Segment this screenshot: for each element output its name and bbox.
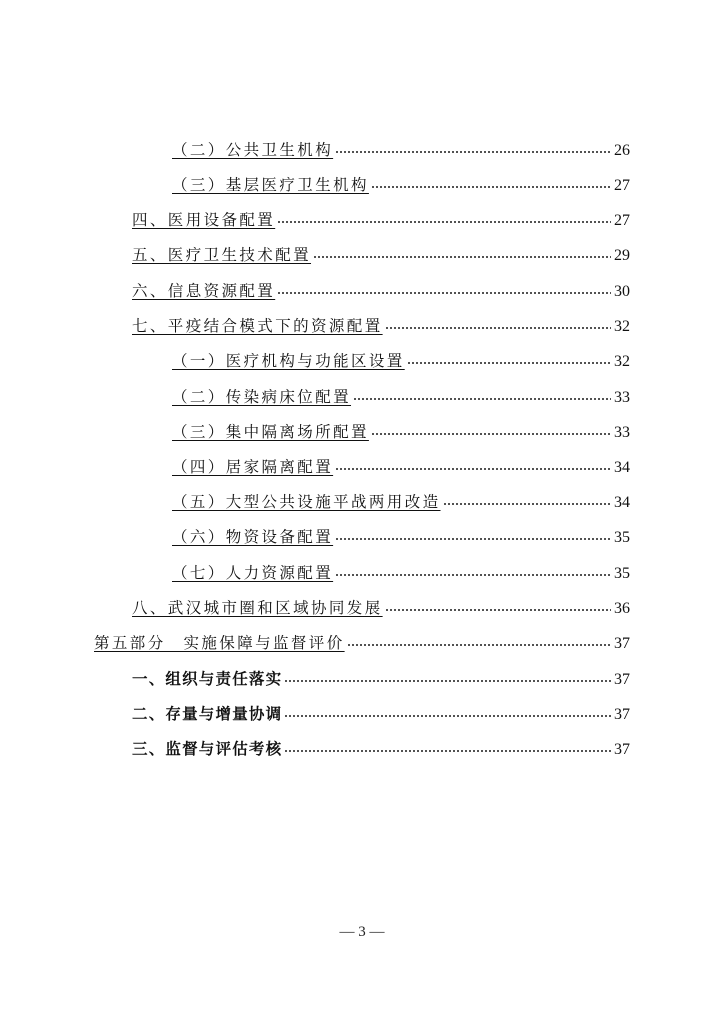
dot-leader: [335, 563, 611, 579]
toc-entry-title: 八、武汉城市圈和区域协同发展: [132, 599, 383, 617]
toc-entry-page: 35: [614, 529, 630, 546]
toc-entry-page: 34: [614, 494, 630, 511]
dot-leader: [385, 598, 611, 614]
toc-entry[interactable]: [172, 525, 630, 551]
toc-entry[interactable]: [172, 490, 630, 516]
dot-leader: [284, 669, 611, 685]
toc-entry-page: 37: [614, 741, 630, 758]
toc-entry[interactable]: [172, 561, 630, 587]
toc-entry-title: 三、监督与评估考核: [132, 740, 283, 758]
toc-entry-page: 30: [614, 283, 630, 300]
toc-entry-title: 五、医疗卫生技术配置: [132, 246, 312, 264]
toc-entry[interactable]: [172, 420, 630, 446]
dot-leader: [353, 387, 611, 403]
toc-entry-title: （四）居家隔离配置: [172, 458, 334, 476]
dot-leader: [284, 739, 611, 755]
toc-entry-page: 35: [614, 565, 630, 582]
toc-entry[interactable]: [132, 667, 630, 693]
toc-entry-page: 33: [614, 424, 630, 441]
toc-entry[interactable]: [172, 173, 630, 199]
toc-entry-title: （六）物资设备配置: [172, 528, 334, 546]
toc-entry-title: （二）传染病床位配置: [172, 388, 352, 406]
toc-entry-title: （三）集中隔离场所配置: [172, 423, 369, 441]
toc-entry[interactable]: [172, 138, 630, 164]
toc-entry[interactable]: [132, 314, 630, 340]
dot-leader: [313, 245, 611, 261]
toc-entry-page: 37: [614, 635, 630, 652]
toc-entry-page: 27: [614, 177, 630, 194]
toc-entry-page: 37: [614, 671, 630, 688]
toc-entry-title: （三）基层医疗卫生机构: [172, 176, 369, 194]
toc-entry-title: 六、信息资源配置: [132, 282, 276, 300]
toc-entry-title: （五）大型公共设施平战两用改造: [172, 493, 441, 511]
dot-leader: [335, 140, 611, 156]
toc-entry-page: 29: [614, 247, 630, 264]
dot-leader: [277, 281, 611, 297]
toc-entry[interactable]: [132, 737, 630, 763]
toc-entry[interactable]: [132, 208, 630, 234]
toc-entry[interactable]: [172, 385, 630, 411]
toc-entry-title: 四、医用设备配置: [132, 211, 276, 229]
toc-entry-page: 33: [614, 389, 630, 406]
toc-entry-page: 27: [614, 212, 630, 229]
toc-entry-page: 37: [614, 706, 630, 723]
toc-entry-title: 二、存量与增量协调: [132, 705, 283, 723]
toc-entry-page: 32: [614, 353, 630, 370]
toc-entry-page: 32: [614, 318, 630, 335]
toc-entry-title: （七）人力资源配置: [172, 564, 334, 582]
toc-entry[interactable]: [132, 596, 630, 622]
toc-entry[interactable]: [172, 455, 630, 481]
toc-entry-page: 36: [614, 600, 630, 617]
page-number: — 3 —: [339, 924, 385, 940]
dot-leader: [385, 316, 611, 332]
dot-leader: [371, 422, 611, 438]
dot-leader: [347, 633, 611, 649]
dot-leader: [443, 492, 611, 508]
toc-entry[interactable]: [94, 631, 630, 657]
toc-entry[interactable]: [132, 243, 630, 269]
dot-leader: [407, 351, 611, 367]
toc-entry-title: （二）公共卫生机构: [172, 141, 334, 159]
toc-entry[interactable]: [172, 349, 630, 375]
toc-entry[interactable]: [132, 702, 630, 728]
dot-leader: [335, 457, 611, 473]
toc-entry-title: 第五部分 实施保障与监督评价: [94, 634, 345, 652]
dot-leader: [371, 175, 611, 191]
toc-entry-title: （一）医疗机构与功能区设置: [172, 352, 405, 370]
dot-leader: [284, 704, 611, 720]
toc-entry-page: 26: [614, 142, 630, 159]
toc-entry-page: 34: [614, 459, 630, 476]
toc-entry-title: 一、组织与责任落实: [132, 670, 283, 688]
toc-entry[interactable]: [132, 279, 630, 305]
toc-entry-title: 七、平疫结合模式下的资源配置: [132, 317, 383, 335]
dot-leader: [335, 527, 611, 543]
dot-leader: [277, 210, 611, 226]
